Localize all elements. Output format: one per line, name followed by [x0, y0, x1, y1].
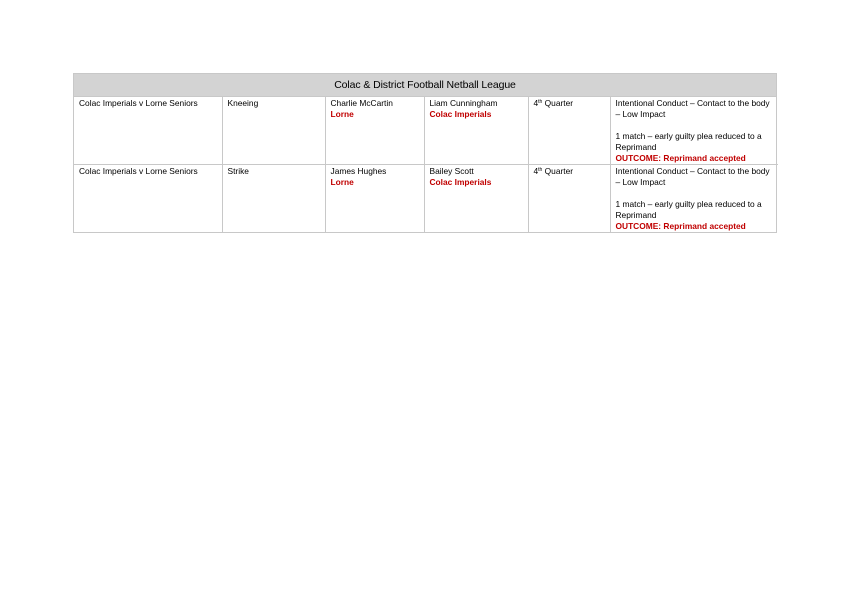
victim-club: Colac Imperials [429, 109, 492, 119]
match-cell: Colac Imperials v Lorne Seniors [74, 97, 222, 165]
grading-text: Intentional Conduct – Contact to the body – Low Impact [615, 98, 770, 119]
quarter-number: 4 [533, 166, 539, 176]
victim-name: Liam Cunningham [429, 98, 498, 108]
outcome-text: OUTCOME: Reprimand accepted [615, 221, 746, 231]
grading-text: Intentional Conduct – Contact to the body – Low Impact [615, 166, 770, 187]
penalty-text: 1 match – early guilty plea reduced to a Reprimand [615, 199, 762, 220]
quarter-cell [528, 97, 610, 165]
victim-cell [424, 97, 528, 165]
quarter-word: Quarter [544, 98, 574, 108]
incidents-table [74, 97, 778, 232]
quarter-cell [528, 165, 610, 233]
quarter-word: Quarter [544, 166, 574, 176]
victim-club: Colac Imperials [429, 177, 492, 187]
outcome-text: OUTCOME: Reprimand accepted [615, 153, 746, 163]
tribunal-report-table [73, 73, 777, 233]
table-row [74, 97, 778, 165]
quarter-ordinal: th [538, 167, 543, 173]
player-name: Charlie McCartin [330, 98, 393, 108]
quarter-ordinal: th [538, 99, 543, 105]
table-row [74, 165, 778, 233]
offence-cell: Kneeing [222, 97, 325, 165]
player-club: Lorne [330, 109, 354, 119]
player-cell [325, 165, 424, 233]
player-club: Lorne [330, 177, 354, 187]
victim-name: Bailey Scott [429, 166, 474, 176]
outcome-cell [610, 165, 778, 233]
match-cell: Colac Imperials v Lorne Seniors [74, 165, 222, 233]
offence-cell: Strike [222, 165, 325, 233]
outcome-cell [610, 97, 778, 165]
league-title: Colac & District Football Netball League [74, 74, 776, 97]
quarter-number: 4 [533, 98, 539, 108]
player-cell [325, 97, 424, 165]
player-name: James Hughes [330, 166, 387, 176]
penalty-text: 1 match – early guilty plea reduced to a Reprimand [615, 131, 762, 152]
victim-cell [424, 165, 528, 233]
